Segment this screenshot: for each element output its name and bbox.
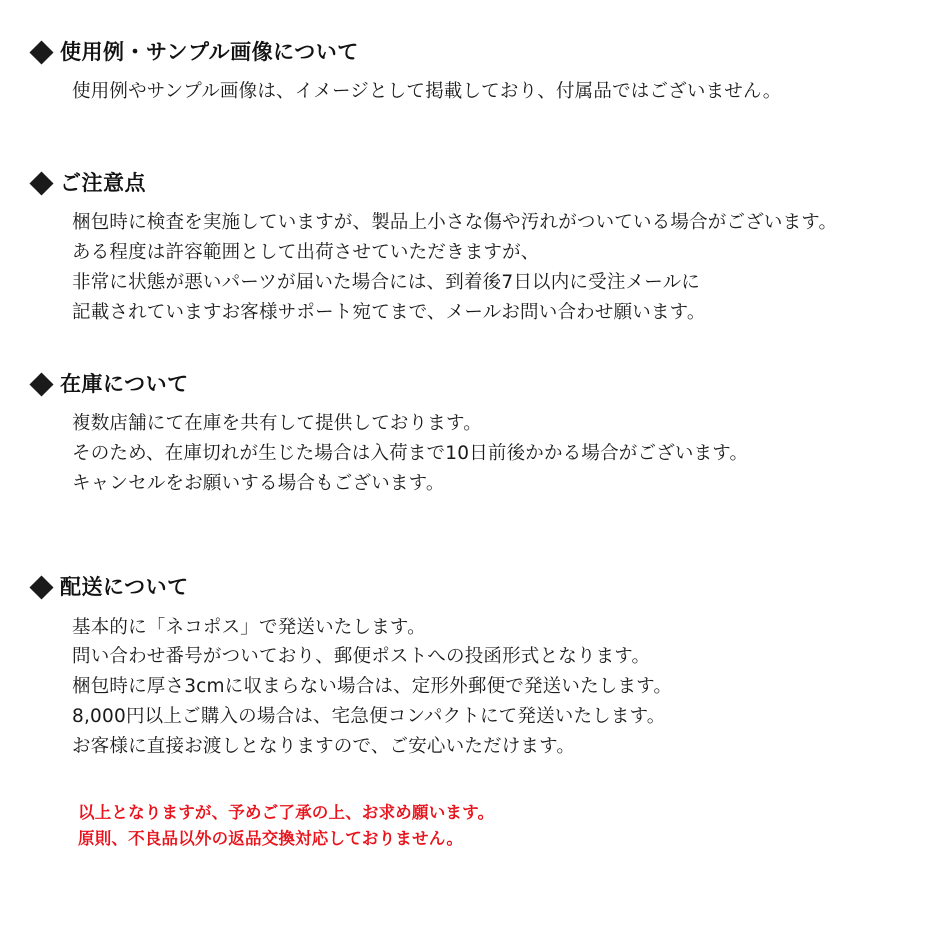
spacer <box>30 107 920 171</box>
section-header <box>30 372 920 397</box>
section-title: 使用例・サンプル画像について <box>60 40 359 64</box>
section-title: ご注意点 <box>60 171 146 196</box>
diamond-bullet-icon <box>29 41 53 65</box>
section-shipping <box>30 575 920 762</box>
closing-notice <box>30 800 920 851</box>
body-line: お客様に直接お渡しとなりますので、ご安心いただけます。 <box>72 736 576 758</box>
diamond-bullet-icon <box>29 373 53 397</box>
spacer <box>30 499 920 575</box>
section-sample-images <box>30 40 920 107</box>
body-line: 複数店舗にて在庫を共有して提供しております。 <box>72 413 482 435</box>
body-line: 非常に状態が悪いパーツが届いた場合には、到着後7日以内に受注メールに <box>72 272 700 294</box>
spacer <box>30 328 920 372</box>
section-stock <box>30 372 920 499</box>
body-line: 梱包時に厚さ3cmに収まらない場合は、定形外郵便で発送いたします。 <box>72 676 673 698</box>
diamond-bullet-icon <box>29 576 53 600</box>
section-body <box>30 208 920 328</box>
section-body <box>30 409 920 499</box>
body-line: 基本的に「ネコポス」で発送いたします。 <box>72 616 426 638</box>
body-line: 問い合わせ番号がついており、郵便ポストへの投函形式となります。 <box>72 646 651 668</box>
body-line: ある程度は許容範囲として出荷させていただきますが、 <box>72 242 540 264</box>
body-line: そのため、在庫切れが生じた場合は入荷まで10日前後かかる場合がございます。 <box>72 443 749 465</box>
body-line: 使用例やサンプル画像は、イメージとして掲載しており、付属品ではございません。 <box>72 81 782 103</box>
body-line: 梱包時に検査を実施していますが、製品上小さな傷や汚れがついている場合がございます。 <box>72 212 838 234</box>
section-header <box>30 40 920 65</box>
notice-line: 以上となりますが、予めご了承の上、お求め願います。 <box>78 803 495 823</box>
section-title: 配送について <box>60 575 189 600</box>
section-title: 在庫について <box>60 372 189 397</box>
notice-line: 原則、不良品以外の返品交換対応しておりません。 <box>78 828 464 848</box>
section-body <box>30 77 920 107</box>
section-body <box>30 613 920 763</box>
section-cautions <box>30 171 920 328</box>
body-line: キャンセルをお願いする場合もございます。 <box>72 473 445 495</box>
section-header <box>30 575 920 600</box>
diamond-bullet-icon <box>29 172 53 196</box>
section-header <box>30 171 920 196</box>
body-line: 記載されていますお客様サポート宛てまで、メールお問い合わせ願います。 <box>72 302 706 324</box>
body-line: 8,000円以上ご購入の場合は、宅急便コンパクトにて発送いたします。 <box>72 706 666 728</box>
